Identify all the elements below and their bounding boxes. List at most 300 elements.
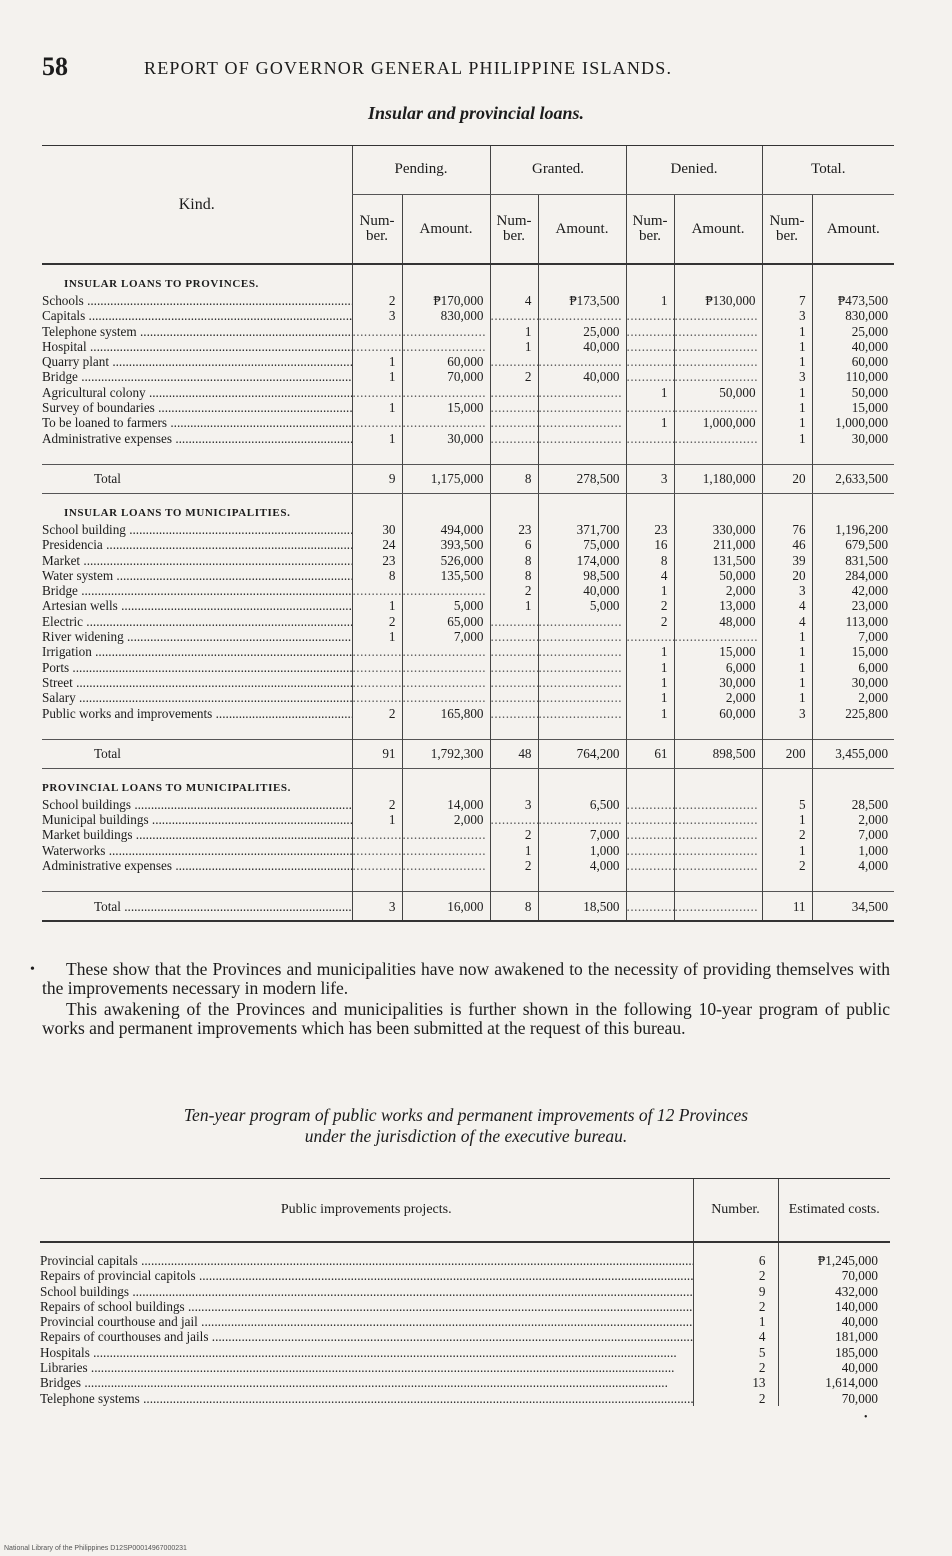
number-subheader: Num-ber. (352, 195, 402, 265)
table-row (40, 1360, 890, 1375)
empty-cell (626, 629, 674, 644)
kind-cell: Total ..... (42, 892, 352, 922)
empty-cell (352, 385, 402, 400)
table-row (42, 415, 894, 430)
kind-cell: Schools ..... (42, 293, 352, 308)
granted-header: Granted. (490, 146, 626, 195)
kind-cell: Market buildings ..... (42, 827, 352, 842)
cost-cell: 185,000 (778, 1345, 890, 1360)
spacer-row (42, 721, 894, 740)
spacer-row (42, 873, 894, 892)
number-cell: 3 (490, 797, 538, 812)
table-row (42, 812, 894, 827)
number-cell: 1 (762, 415, 812, 430)
amount-cell: 393,500 (402, 537, 490, 552)
spacer-cell (402, 873, 490, 892)
spacer-cell (352, 873, 402, 892)
empty-cell (490, 629, 538, 644)
spacer-cell (42, 446, 352, 465)
table-row (40, 1391, 890, 1406)
number-cell: 2 (762, 858, 812, 873)
margin-mark: • (864, 1412, 868, 1423)
empty-cell (538, 690, 626, 705)
empty-cell (626, 339, 674, 354)
empty-cell (490, 675, 538, 690)
amount-cell: 60,000 (674, 706, 762, 721)
number-cell: 1 (762, 812, 812, 827)
empty-cell (626, 308, 674, 323)
spacer-cell (490, 768, 538, 797)
amount-cell: 5,000 (538, 598, 626, 613)
number-cell: 1 (352, 354, 402, 369)
kind-cell: School building ..... (42, 522, 352, 537)
spacer-cell (352, 721, 402, 740)
empty-cell (490, 614, 538, 629)
footer-credit: National Library of the Philippines D12SP00014967000231 (4, 1545, 187, 1552)
empty-cell (402, 339, 490, 354)
amount-cell: 2,000 (402, 812, 490, 827)
amount-cell: 60,000 (402, 354, 490, 369)
section-heading-row (42, 768, 894, 797)
number-cell: 61 (626, 739, 674, 768)
number-cell: 1 (762, 400, 812, 415)
amount-cell: 98,500 (538, 568, 626, 583)
amount-cell: ₱130,000 (674, 293, 762, 308)
number-cell: 2 (693, 1391, 778, 1406)
empty-cell (402, 415, 490, 430)
cost-cell: 70,000 (778, 1268, 890, 1283)
spacer-cell (490, 446, 538, 465)
empty-cell (626, 324, 674, 339)
spacer-cell (402, 446, 490, 465)
amount-cell: 40,000 (812, 339, 894, 354)
number-cell: 1 (626, 660, 674, 675)
amount-cell: 70,000 (402, 369, 490, 384)
amount-cell: 6,000 (812, 660, 894, 675)
number-cell: 6 (490, 537, 538, 552)
empty-cell (626, 812, 674, 827)
table-row (42, 598, 894, 613)
empty-cell (538, 614, 626, 629)
spacer-cell (812, 493, 894, 522)
empty-cell (674, 812, 762, 827)
number-header: Number. (693, 1179, 778, 1243)
empty-cell (538, 354, 626, 369)
number-cell: 23 (626, 522, 674, 537)
body-paragraphs (42, 960, 890, 1037)
spacer-cell (674, 264, 762, 293)
kind-cell: Total (42, 464, 352, 493)
amount-cell: 7,000 (538, 827, 626, 842)
spacer-cell (674, 873, 762, 892)
number-cell: 3 (762, 369, 812, 384)
number-cell: 6 (693, 1242, 778, 1268)
number-cell: 1 (490, 339, 538, 354)
empty-cell (626, 843, 674, 858)
number-cell: 3 (762, 308, 812, 323)
empty-cell (626, 858, 674, 873)
kind-cell: Market ..... (42, 553, 352, 568)
empty-cell (490, 385, 538, 400)
kind-cell: Irrigation ..... (42, 644, 352, 659)
spacer-cell (352, 446, 402, 465)
number-cell: 5 (762, 797, 812, 812)
number-cell: 2 (693, 1268, 778, 1283)
number-cell: 1 (762, 660, 812, 675)
table-row (40, 1345, 890, 1360)
empty-cell (490, 690, 538, 705)
table-row (42, 324, 894, 339)
spacer-cell (402, 493, 490, 522)
amount-cell: 831,500 (812, 553, 894, 568)
amount-cell: 40,000 (538, 369, 626, 384)
empty-cell (490, 706, 538, 721)
kind-cell: Presidencia ..... (42, 537, 352, 552)
number-cell: 8 (352, 568, 402, 583)
table-row (42, 369, 894, 384)
amount-subheader: Amount. (812, 195, 894, 265)
number-cell: 2 (693, 1360, 778, 1375)
amount-cell: 15,000 (812, 400, 894, 415)
number-cell: 2 (490, 858, 538, 873)
table-row (42, 308, 894, 323)
number-cell: 8 (490, 553, 538, 568)
spacer-cell (812, 873, 894, 892)
amount-subheader: Amount. (402, 195, 490, 265)
total-row (42, 739, 894, 768)
empty-cell (674, 843, 762, 858)
empty-cell (402, 385, 490, 400)
amount-cell: 211,000 (674, 537, 762, 552)
amount-cell: 48,000 (674, 614, 762, 629)
number-cell: 24 (352, 537, 402, 552)
amount-cell: 18,500 (538, 892, 626, 922)
project-cell: Hospitals ..... (40, 1345, 693, 1360)
spacer-cell (674, 721, 762, 740)
kind-cell: Hospital ..... (42, 339, 352, 354)
empty-cell (402, 675, 490, 690)
table-row (40, 1375, 890, 1390)
table-row (40, 1284, 890, 1299)
amount-cell: 65,000 (402, 614, 490, 629)
amount-cell: 165,800 (402, 706, 490, 721)
amount-cell: ₱473,500 (812, 293, 894, 308)
empty-cell (352, 339, 402, 354)
number-cell: 2 (490, 369, 538, 384)
empty-cell (538, 629, 626, 644)
spacer-cell (402, 768, 490, 797)
loans-table (42, 145, 894, 922)
table-row (42, 568, 894, 583)
empty-cell (626, 892, 674, 922)
number-cell: 1 (352, 812, 402, 827)
amount-cell: 30,000 (812, 431, 894, 446)
section-heading-row (42, 264, 894, 293)
number-cell: 3 (626, 464, 674, 493)
project-cell: Repairs of provincial capitols ..... (40, 1268, 693, 1283)
table-row (40, 1242, 890, 1268)
empty-cell (352, 660, 402, 675)
number-cell: 2 (490, 827, 538, 842)
spacer-cell (538, 768, 626, 797)
amount-cell: 42,000 (812, 583, 894, 598)
empty-cell (402, 843, 490, 858)
kind-cell: Street ..... (42, 675, 352, 690)
amount-cell: 50,000 (674, 385, 762, 400)
amount-cell: 75,000 (538, 537, 626, 552)
amount-cell: 679,500 (812, 537, 894, 552)
amount-cell: 50,000 (812, 385, 894, 400)
number-cell: 1 (762, 644, 812, 659)
amount-cell: 15,000 (674, 644, 762, 659)
spacer-cell (352, 493, 402, 522)
spacer-cell (402, 721, 490, 740)
empty-cell (490, 660, 538, 675)
table-row (42, 797, 894, 812)
number-cell: 4 (693, 1329, 778, 1344)
number-cell: 2 (352, 797, 402, 812)
table-row (40, 1329, 890, 1344)
empty-cell (674, 858, 762, 873)
section-heading: PROVINCIAL LOANS TO MUNICIPALITIES. (42, 781, 291, 794)
number-cell: 1 (352, 369, 402, 384)
number-cell: 13 (693, 1375, 778, 1390)
table-row (42, 339, 894, 354)
empty-cell (490, 812, 538, 827)
empty-cell (490, 308, 538, 323)
amount-cell: 371,700 (538, 522, 626, 537)
amount-cell: 6,000 (674, 660, 762, 675)
cost-header: Estimated costs. (778, 1179, 890, 1243)
spacer-cell (762, 721, 812, 740)
spacer-cell (812, 721, 894, 740)
table-row (42, 522, 894, 537)
kind-cell: Bridge ..... (42, 369, 352, 384)
number-cell: 3 (352, 308, 402, 323)
empty-cell (352, 675, 402, 690)
empty-cell (674, 400, 762, 415)
project-cell: Bridges ..... (40, 1375, 693, 1390)
number-cell: 1 (626, 583, 674, 598)
number-cell: 1 (626, 385, 674, 400)
kind-cell: Electric ..... (42, 614, 352, 629)
empty-cell (352, 843, 402, 858)
spacer-cell (762, 873, 812, 892)
number-cell: 1 (626, 675, 674, 690)
number-cell: 46 (762, 537, 812, 552)
table-row (42, 537, 894, 552)
number-cell: 5 (693, 1345, 778, 1360)
amount-cell: 830,000 (812, 308, 894, 323)
amount-cell: ₱170,000 (402, 293, 490, 308)
project-cell: Provincial capitals ..... (40, 1242, 693, 1268)
spacer-cell (812, 446, 894, 465)
number-cell: 1 (490, 324, 538, 339)
amount-cell: 7,000 (812, 629, 894, 644)
table-row (42, 431, 894, 446)
empty-cell (674, 354, 762, 369)
amount-cell: 30,000 (674, 675, 762, 690)
table-row (40, 1299, 890, 1314)
number-cell: 3 (762, 706, 812, 721)
spacer-cell (352, 768, 402, 797)
amount-cell: 284,000 (812, 568, 894, 583)
spacer-cell (762, 493, 812, 522)
amount-cell: 2,000 (812, 690, 894, 705)
empty-cell (538, 415, 626, 430)
number-cell: 1 (762, 675, 812, 690)
amount-cell: 2,000 (674, 690, 762, 705)
kind-cell: Public works and improvements ..... (42, 706, 352, 721)
amount-cell: 6,500 (538, 797, 626, 812)
section-heading-row (42, 493, 894, 522)
cost-cell: 1,614,000 (778, 1375, 890, 1390)
amount-cell: 7,000 (812, 827, 894, 842)
number-cell: 1 (762, 324, 812, 339)
kind-cell: Agricultural colony ..... (42, 385, 352, 400)
cost-cell: 432,000 (778, 1284, 890, 1299)
kind-cell: Administrative expenses ..... (42, 431, 352, 446)
number-cell: 1 (762, 843, 812, 858)
empty-cell (402, 583, 490, 598)
table-row (42, 385, 894, 400)
spacer-cell (762, 264, 812, 293)
kind-cell: Capitals ..... (42, 308, 352, 323)
kind-cell: Waterworks ..... (42, 843, 352, 858)
amount-cell: 30,000 (402, 431, 490, 446)
spacer-cell (674, 768, 762, 797)
amount-cell: 494,000 (402, 522, 490, 537)
empty-cell (538, 400, 626, 415)
number-cell: 1 (693, 1314, 778, 1329)
empty-cell (402, 690, 490, 705)
spacer-cell (626, 264, 674, 293)
spacer-cell (762, 768, 812, 797)
spacer-cell (490, 873, 538, 892)
number-cell: 4 (762, 614, 812, 629)
program-title-line: Ten-year program of public works and permanent improvements of 12 Provinces (183, 1105, 749, 1125)
amount-cell: 25,000 (538, 324, 626, 339)
kind-cell: School buildings ..... (42, 797, 352, 812)
cost-cell: 140,000 (778, 1299, 890, 1314)
amount-cell: 135,500 (402, 568, 490, 583)
number-cell: 23 (352, 553, 402, 568)
number-cell: 1 (352, 431, 402, 446)
table-row (40, 1268, 890, 1283)
empty-cell (626, 369, 674, 384)
amount-subheader: Amount. (674, 195, 762, 265)
spacer-cell (402, 264, 490, 293)
table-row (42, 706, 894, 721)
number-cell: 39 (762, 553, 812, 568)
amount-cell: 113,000 (812, 614, 894, 629)
table-row (42, 690, 894, 705)
amount-cell: 1,196,200 (812, 522, 894, 537)
empty-cell (490, 431, 538, 446)
spacer-cell (626, 493, 674, 522)
amount-cell: 50,000 (674, 568, 762, 583)
program-table-title (40, 1105, 892, 1147)
page-header (42, 52, 912, 82)
spacer-row (42, 446, 894, 465)
empty-cell (626, 797, 674, 812)
number-cell: 1 (352, 400, 402, 415)
table-row (42, 354, 894, 369)
number-subheader: Num-ber. (762, 195, 812, 265)
spacer-cell (674, 493, 762, 522)
empty-cell (402, 324, 490, 339)
spacer-cell (538, 721, 626, 740)
running-head: REPORT OF GOVERNOR GENERAL PHILIPPINE ISLANDS. (144, 58, 673, 78)
number-cell: 91 (352, 739, 402, 768)
number-cell: 2 (626, 614, 674, 629)
empty-cell (490, 644, 538, 659)
number-cell: 1 (762, 339, 812, 354)
amount-cell: 1,000,000 (812, 415, 894, 430)
empty-cell (674, 629, 762, 644)
amount-cell: 2,000 (812, 812, 894, 827)
project-cell: Repairs of courthouses and jails ..... (40, 1329, 693, 1344)
empty-cell (626, 431, 674, 446)
amount-subheader: Amount. (538, 195, 626, 265)
spacer-cell (538, 446, 626, 465)
amount-cell: 1,000 (538, 843, 626, 858)
empty-cell (538, 706, 626, 721)
kind-cell: Administrative expenses ..... (42, 858, 352, 873)
table-row (42, 553, 894, 568)
spacer-cell (538, 493, 626, 522)
kind-cell: Survey of boundaries ..... (42, 400, 352, 415)
number-cell: 7 (762, 293, 812, 308)
project-cell: Repairs of school buildings ..... (40, 1299, 693, 1314)
empty-cell (626, 400, 674, 415)
amount-cell: 14,000 (402, 797, 490, 812)
table-row (42, 629, 894, 644)
kind-cell: Bridge ..... (42, 583, 352, 598)
cost-cell: 40,000 (778, 1360, 890, 1375)
pending-header: Pending. (352, 146, 490, 195)
empty-cell (490, 400, 538, 415)
spacer-cell (812, 768, 894, 797)
spacer-cell (626, 873, 674, 892)
number-cell: 1 (626, 706, 674, 721)
empty-cell (352, 583, 402, 598)
number-cell: 4 (490, 293, 538, 308)
number-cell: 1 (626, 293, 674, 308)
amount-cell: 5,000 (402, 598, 490, 613)
kind-cell: Total (42, 739, 352, 768)
number-cell: 1 (762, 385, 812, 400)
number-cell: 2 (490, 583, 538, 598)
number-cell: 4 (762, 598, 812, 613)
amount-cell: 526,000 (402, 553, 490, 568)
amount-cell: 4,000 (812, 858, 894, 873)
number-cell: 2 (693, 1299, 778, 1314)
number-cell: 8 (626, 553, 674, 568)
spacer-cell (490, 264, 538, 293)
table-row (42, 675, 894, 690)
amount-cell: 1,180,000 (674, 464, 762, 493)
program-title-line: under the jurisdiction of the executive bureau. (304, 1126, 628, 1146)
spacer-cell (812, 264, 894, 293)
total-header: Total. (762, 146, 894, 195)
amount-cell: 131,500 (674, 553, 762, 568)
number-cell: 1 (762, 690, 812, 705)
empty-cell (402, 660, 490, 675)
empty-cell (490, 415, 538, 430)
amount-cell: 30,000 (812, 675, 894, 690)
number-cell: 1 (762, 431, 812, 446)
